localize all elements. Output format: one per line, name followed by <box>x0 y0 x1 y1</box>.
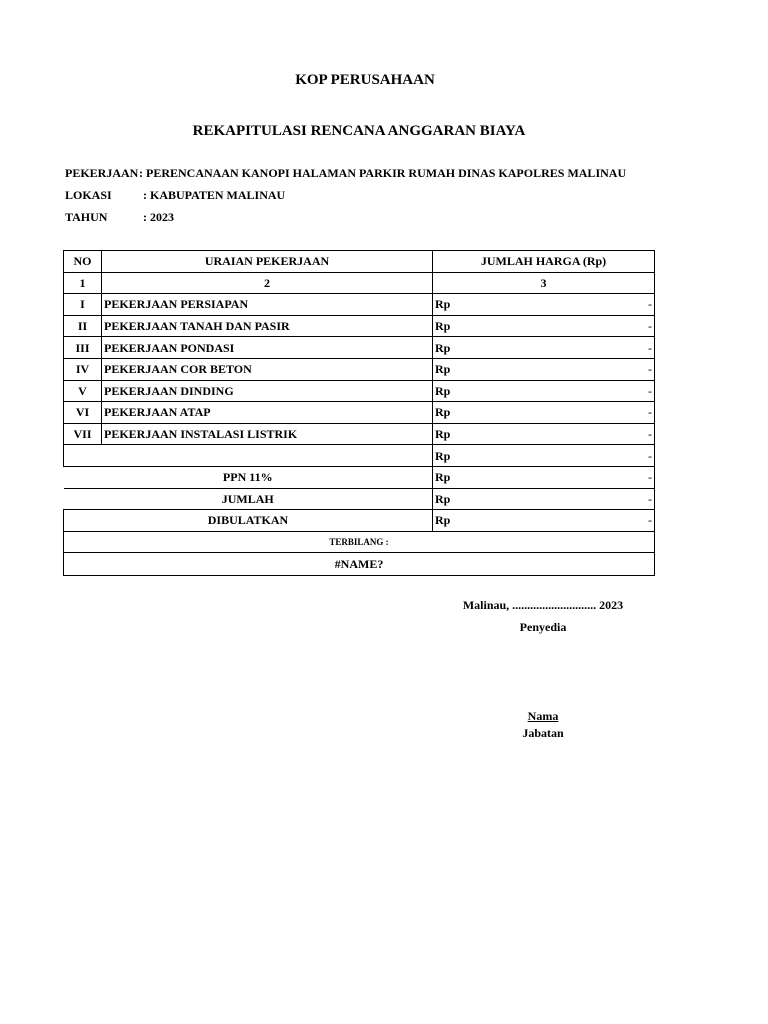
row-no: V <box>64 380 102 402</box>
table-header-row <box>64 251 655 273</box>
jumlah-amount <box>433 488 655 510</box>
table-index-row <box>64 272 655 294</box>
amount-value: - <box>648 405 652 420</box>
amount-value: - <box>648 319 652 334</box>
header-uraian: URAIAN PEKERJAAN <box>102 251 433 273</box>
currency-label: Rp <box>435 491 451 506</box>
table-row <box>64 294 655 316</box>
amount-value: - <box>648 448 652 463</box>
signature-role: Penyedia <box>519 620 567 634</box>
currency-label: Rp <box>435 319 451 334</box>
index-uraian: 2 <box>102 272 433 294</box>
amount-value: - <box>648 513 652 528</box>
signature-position: Jabatan <box>522 726 564 740</box>
currency-label: Rp <box>435 470 451 485</box>
jumlah-row <box>64 488 655 510</box>
ppn-label: PPN 11% <box>64 466 433 488</box>
subtotal-label <box>64 445 433 467</box>
subtotal-row <box>64 445 655 467</box>
dibulatkan-amount <box>433 510 655 532</box>
amount-value: - <box>648 491 652 506</box>
row-amount <box>433 380 655 402</box>
meta-lokasi <box>65 188 285 203</box>
terbilang-row <box>64 531 655 553</box>
currency-label: Rp <box>435 383 451 398</box>
tahun-label: TAHUN <box>65 210 108 224</box>
dibulatkan-label: DIBULATKAN <box>64 510 433 532</box>
terbilang-label: TERBILANG : <box>64 531 655 553</box>
row-amount <box>433 315 655 337</box>
row-amount <box>433 294 655 316</box>
amount-value: - <box>648 340 652 355</box>
index-no: 1 <box>64 272 102 294</box>
header-no: NO <box>64 251 102 273</box>
meta-tahun <box>65 210 174 225</box>
row-no: II <box>64 315 102 337</box>
meta-pekerjaan <box>65 166 626 181</box>
row-label: PEKERJAAN PERSIAPAN <box>102 294 433 316</box>
amount-value: - <box>648 362 652 377</box>
signature-place-date: Malinau, ............................ 2023 <box>462 598 624 612</box>
row-no: I <box>64 294 102 316</box>
document-title: REKAPITULASI RENCANA ANGGARAN BIAYA <box>192 123 526 139</box>
terbilang-value-row <box>64 553 655 576</box>
row-label: PEKERJAAN COR BETON <box>102 358 433 380</box>
ppn-amount <box>433 466 655 488</box>
terbilang-value: #NAME? <box>64 553 655 576</box>
row-amount <box>433 358 655 380</box>
row-no: VII <box>64 423 102 445</box>
company-letterhead: KOP PERUSAHAAN <box>295 72 435 88</box>
header-jumlah: JUMLAH HARGA (Rp) <box>433 251 655 273</box>
currency-label: Rp <box>435 513 451 528</box>
dibulatkan-row <box>64 510 655 532</box>
row-amount <box>433 402 655 424</box>
amount-value: - <box>648 470 652 485</box>
amount-value: - <box>648 427 652 442</box>
ppn-row <box>64 466 655 488</box>
lokasi-label: LOKASI <box>65 188 112 202</box>
row-label: PEKERJAAN PONDASI <box>102 337 433 359</box>
subtotal-amount <box>433 445 655 467</box>
amount-value: - <box>648 297 652 312</box>
currency-label: Rp <box>435 448 451 463</box>
index-jumlah: 3 <box>433 272 655 294</box>
table-row <box>64 423 655 445</box>
signature-name: Nama <box>527 709 559 723</box>
currency-label: Rp <box>435 297 451 312</box>
row-amount <box>433 423 655 445</box>
table-row <box>64 315 655 337</box>
tahun-value: : 2023 <box>143 210 174 224</box>
row-label: PEKERJAAN TANAH DAN PASIR <box>102 315 433 337</box>
jumlah-label: JUMLAH <box>64 488 433 510</box>
currency-label: Rp <box>435 362 451 377</box>
table-row <box>64 380 655 402</box>
row-no: IV <box>64 358 102 380</box>
currency-label: Rp <box>435 405 451 420</box>
row-label: PEKERJAAN ATAP <box>102 402 433 424</box>
pekerjaan-value: : PERENCANAAN KANOPI HALAMAN PARKIR RUMAH DINAS KAPOLRES MALINAU <box>139 166 627 180</box>
table-row <box>64 402 655 424</box>
row-no: VI <box>64 402 102 424</box>
currency-label: Rp <box>435 340 451 355</box>
table-row <box>64 337 655 359</box>
row-label: PEKERJAAN INSTALASI LISTRIK <box>102 423 433 445</box>
currency-label: Rp <box>435 427 451 442</box>
lokasi-value: : KABUPATEN MALINAU <box>143 188 286 202</box>
pekerjaan-label: PEKERJAAN <box>65 166 139 180</box>
row-amount <box>433 337 655 359</box>
table-row <box>64 358 655 380</box>
row-label: PEKERJAAN DINDING <box>102 380 433 402</box>
amount-value: - <box>648 383 652 398</box>
budget-recap-table <box>63 250 655 576</box>
row-no: III <box>64 337 102 359</box>
